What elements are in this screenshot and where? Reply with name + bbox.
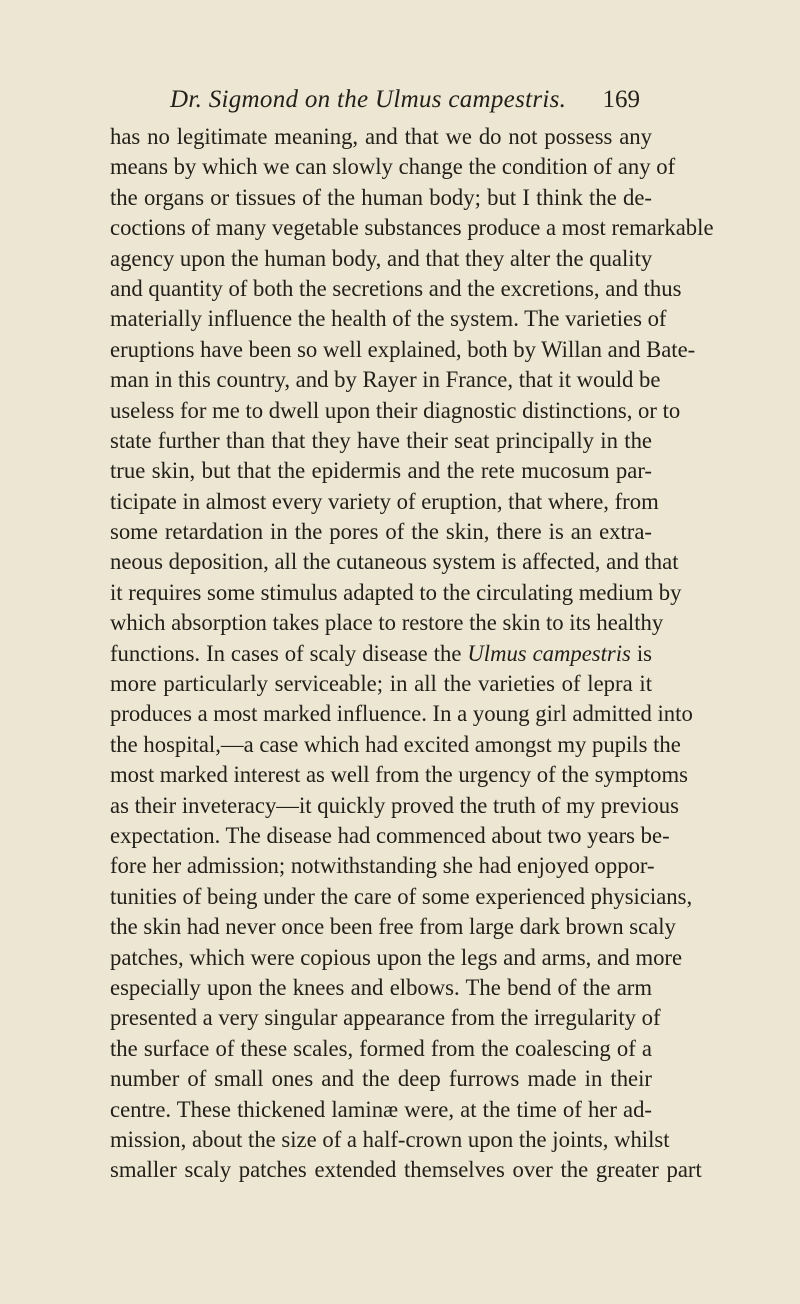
text-line: eruptions have been so well explained, both by Willan and Bate- xyxy=(110,336,696,362)
text-line: state further than that they have their seat principally in the xyxy=(110,427,652,453)
text-line: as their inveteracy—it quickly proved the truth of my previous xyxy=(110,792,679,818)
text-line: materially influence the health of the system. The varieties of xyxy=(110,306,667,332)
page-header xyxy=(150,86,640,116)
text-line: has no legitimate meaning, and that we do not possess any xyxy=(110,124,652,149)
text-line: tunities of being under the care of some experienced physicians, xyxy=(110,883,693,909)
text-line: neous deposition, all the cutaneous system is affected, and that xyxy=(110,549,679,575)
text-line: expectation. The disease had commenced about two years be- xyxy=(110,822,670,848)
text-line: which absorption takes place to restore the skin to its healthy xyxy=(110,610,664,636)
text-line: agency upon the human body, and that they alter the quality xyxy=(110,245,653,271)
text-line: patches, which were copious upon the legs and arms, and more xyxy=(110,944,683,970)
text-line: especially upon the knees and elbows. The bend of the arm xyxy=(110,974,652,1000)
text-line: number of small ones and the deep furrows made in their xyxy=(110,1066,652,1092)
text-line: presented a very singular appearance from the irregularity of xyxy=(110,1005,661,1031)
text-line: ticipate in almost every variety of eruption, that where, from xyxy=(110,488,659,514)
text-line: most marked interest as well from the urgency of the symptoms xyxy=(110,762,688,788)
text-line: the hospital,—a case which had excited amongst my pupils the xyxy=(110,731,681,757)
text-line: and quantity of both the secretions and the excretions, and thus xyxy=(110,275,682,301)
body-text xyxy=(110,122,714,1186)
text-line: man in this country, and by Rayer in France, that it would be xyxy=(110,367,661,393)
text-line: smaller scaly patches extended themselves over the greater part xyxy=(110,1157,702,1183)
text-line: useless for me to dwell upon their diagnostic distinctions, or to xyxy=(110,397,681,423)
page-number: 169 xyxy=(602,86,640,113)
text-line: centre. These thickened laminæ were, at the time of her ad- xyxy=(110,1096,652,1122)
text-line: coctions of many vegetable substances produce a most remarkable xyxy=(110,215,714,241)
text-line: the surface of these scales, formed from the coalescing of a xyxy=(110,1035,652,1061)
line-part: functions. In cases of scaly disease the xyxy=(110,640,468,666)
text-line: mission, about the size of a half-crown upon the joints, whilst xyxy=(110,1126,670,1152)
text-line-with-italic xyxy=(110,639,652,669)
text-line: the skin had never once been free from large dark brown scaly xyxy=(110,914,676,940)
line-part: is xyxy=(630,640,652,666)
text-line: more particularly serviceable; in all the varieties of lepra it xyxy=(110,671,652,697)
text-line: produces a most marked influence. In a young girl admitted into xyxy=(110,701,693,727)
text-line: fore her admission; notwithstanding she had enjoyed oppor- xyxy=(110,853,655,879)
text-line: it requires some stimulus adapted to the circulating medium by xyxy=(110,579,682,605)
text-line: the organs or tissues of the human body; but I think the de- xyxy=(110,184,652,210)
running-title: Dr. Sigmond on the Ulmus campestris. xyxy=(170,86,567,113)
italic-species-name: Ulmus campestris xyxy=(467,640,631,666)
text-line: true skin, but that the epidermis and the rete mucosum par- xyxy=(110,458,652,484)
text-line: means by which we can slowly change the condition of any of xyxy=(110,154,676,180)
text-line: some retardation in the pores of the skin, there is an extra- xyxy=(110,519,652,545)
